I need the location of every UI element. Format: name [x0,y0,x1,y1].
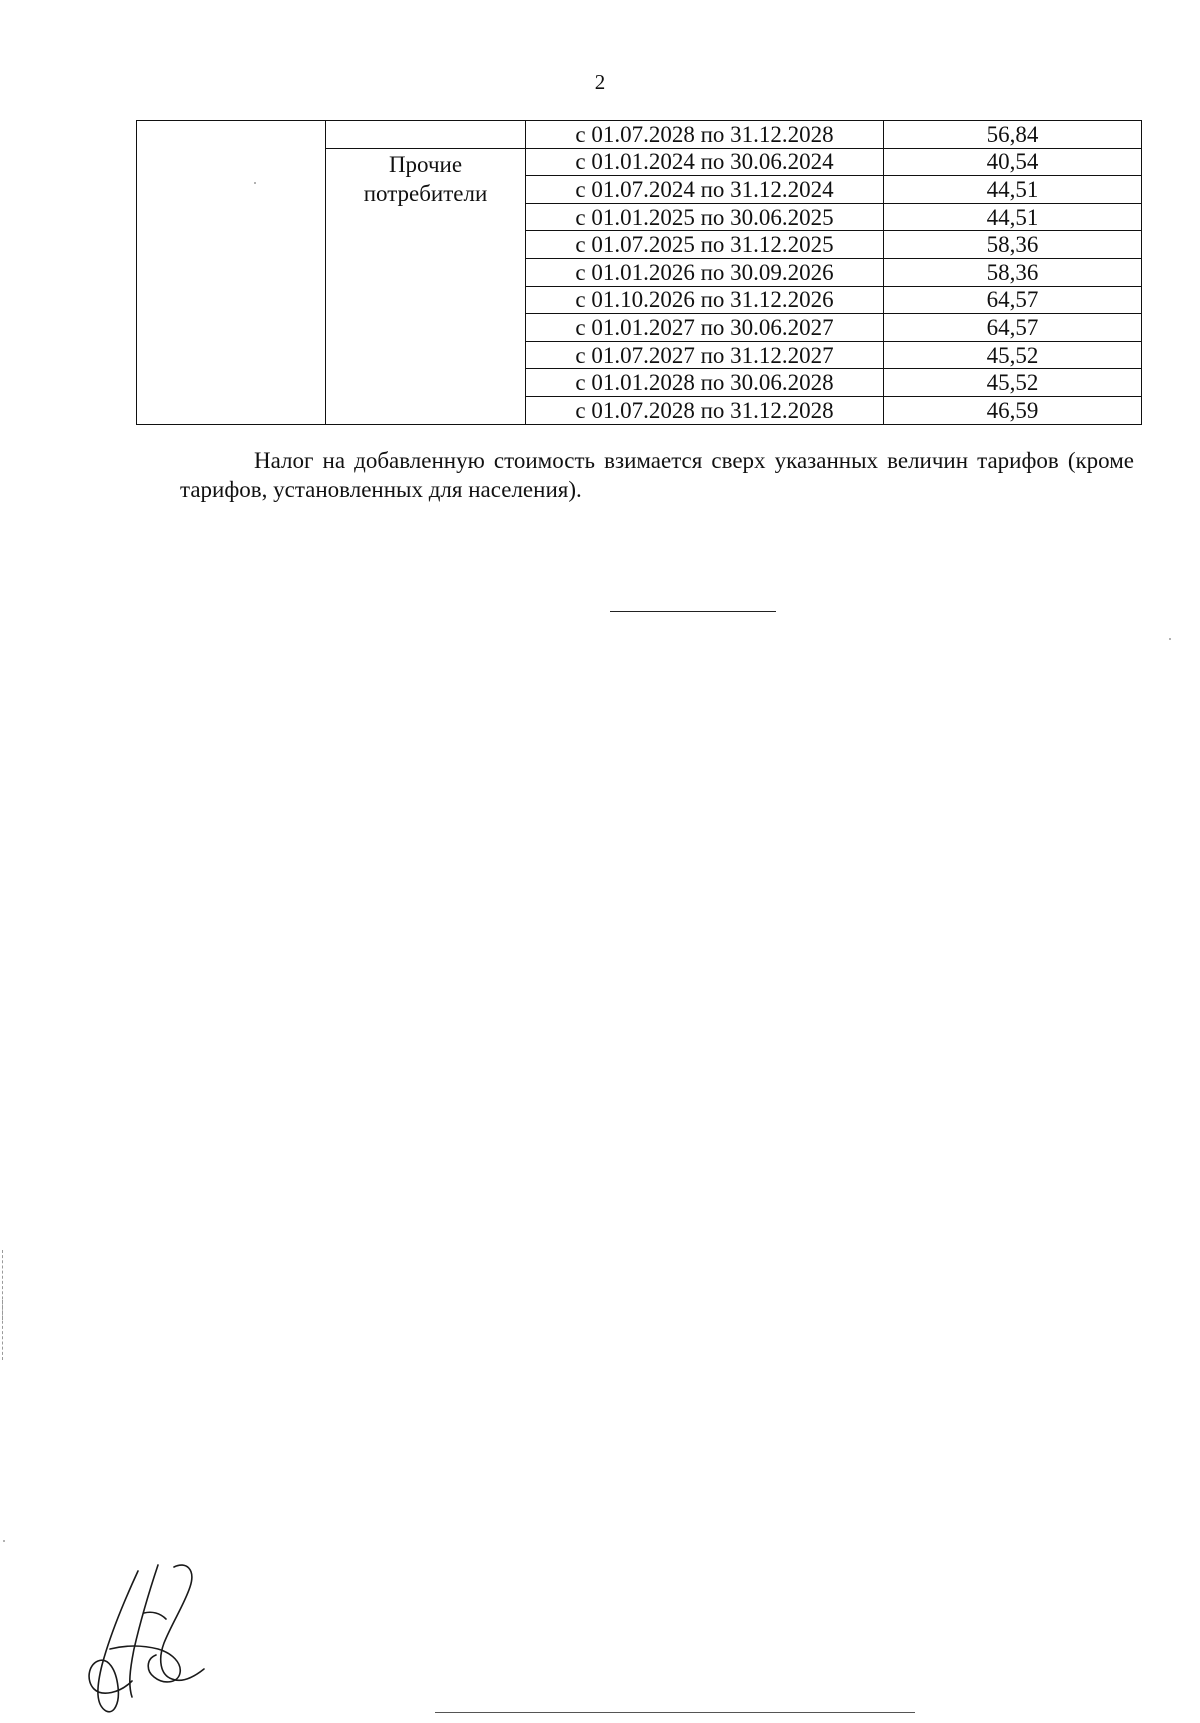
scan-speck [254,182,256,184]
table-row [137,121,1142,149]
period-cell: с 01.01.2028 по 30.06.2028 [526,369,884,397]
tariff-value-cell: 45,52 [884,369,1142,397]
tariff-value-cell: 44,51 [884,176,1142,204]
bottom-rule [435,1712,915,1713]
period-cell: с 01.07.2028 по 31.12.2028 [526,396,884,424]
page-number: 2 [594,70,606,94]
tariff-value-cell: 64,57 [884,286,1142,314]
period-cell: с 01.07.2027 по 31.12.2027 [526,341,884,369]
tariff-value-cell: 58,36 [884,231,1142,259]
scan-speck [3,1540,5,1542]
tariff-value-cell: 58,36 [884,258,1142,286]
tariff-value-cell: 44,51 [884,203,1142,231]
blank-category-cell [137,121,326,425]
handwritten-signature [80,1553,210,1723]
consumer-group-label: Прочие потребители [326,148,526,424]
blank-consumer-cell [326,121,526,149]
scan-speck [1169,638,1171,640]
period-cell: с 01.01.2027 по 30.06.2027 [526,314,884,342]
tariff-value-cell: 46,59 [884,396,1142,424]
tariff-value-cell: 45,52 [884,341,1142,369]
tariff-table [136,120,1142,425]
end-of-document-rule [610,611,776,612]
period-cell: с 01.07.2025 по 31.12.2025 [526,231,884,259]
period-cell: с 01.01.2024 по 30.06.2024 [526,148,884,176]
period-cell: с 01.10.2026 по 31.12.2026 [526,286,884,314]
period-cell: с 01.07.2028 по 31.12.2028 [526,121,884,149]
period-cell: с 01.01.2025 по 30.06.2025 [526,203,884,231]
tariff-value-cell: 64,57 [884,314,1142,342]
tariff-value-cell: 40,54 [884,148,1142,176]
vat-note: Налог на добавленную стоимость взимается сверх указанных величин тарифов (кроме тарифов, установленных для населения). [180,448,1134,502]
period-cell: с 01.01.2026 по 30.09.2026 [526,258,884,286]
period-cell: с 01.07.2024 по 31.12.2024 [526,176,884,204]
tariff-value-cell: 56,84 [884,121,1142,149]
scan-margin-mark [2,1300,3,1360]
